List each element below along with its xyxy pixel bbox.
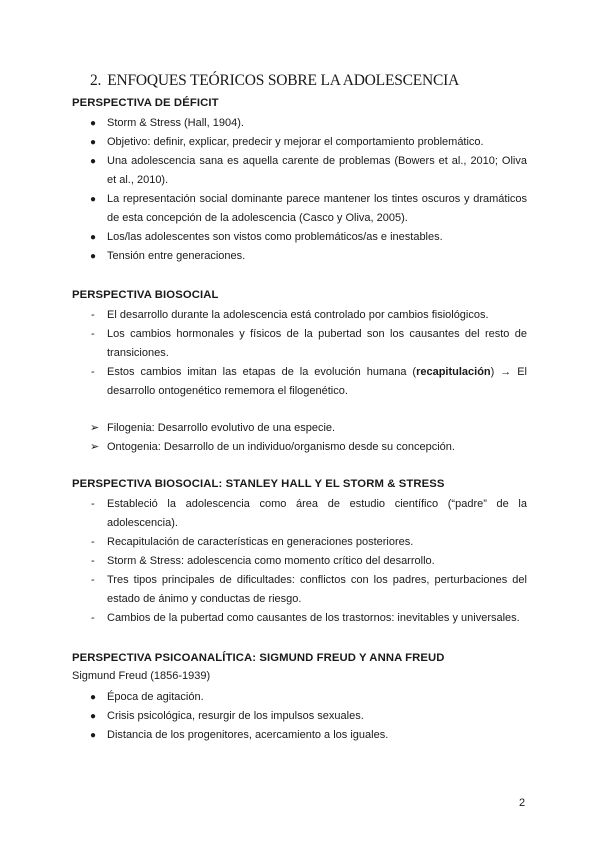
heading-hall: PERSPECTIVA BIOSOCIAL: STANLEY HALL Y EL STORM & STRESS (72, 478, 445, 490)
biosocial-list (0, 306, 600, 401)
list-item: - Storm & Stress: adolescencia como momento crítico del desarrollo. (0, 552, 527, 571)
list-item: ● La representación social dominante parece mantener los tintes oscuros y dramáticos de esta concepción de la adolescencia (Casco y Oliva, 2005). (0, 190, 527, 228)
list-item: ● Storm & Stress (Hall, 1904). (0, 114, 527, 133)
list-item: - Los cambios hormonales y físicos de la pubertad son los causantes del resto de transiciones. (0, 325, 527, 363)
list-item: - Cambios de la pubertad como causantes de los trastornos: inevitables y universales. (0, 609, 527, 628)
list-item: ➢ Filogenia: Desarrollo evolutivo de una especie. (0, 419, 527, 438)
bullet-icon: ● (90, 251, 97, 262)
list-item: ● Objetivo: definir, explicar, predecir y mejorar el comportamiento problemático. (0, 133, 527, 152)
bullet-icon: ● (90, 137, 97, 148)
bullet-icon: ● (90, 730, 97, 741)
list-item: ➢ Ontogenia: Desarrollo de un individuo/organismo desde su concepción. (0, 438, 527, 457)
arrowhead-icon: ➢ (90, 422, 100, 434)
freud-list (0, 688, 600, 745)
bullet-icon: ● (90, 118, 97, 129)
dash-marker: - (91, 574, 95, 586)
section-title (90, 72, 459, 90)
page-number: 2 (519, 797, 526, 809)
bullet-icon: ● (90, 692, 97, 703)
deficit-list (0, 114, 600, 266)
heading-deficit: PERSPECTIVA DE DÉFICIT (72, 97, 219, 109)
section-title-text: ENFOQUES TEÓRICOS SOBRE LA ADOLESCENCIA (107, 72, 460, 89)
list-item: ● Los/las adolescentes son vistos como problemáticos/as e inestables. (0, 228, 527, 247)
heading-biosocial: PERSPECTIVA BIOSOCIAL (72, 289, 219, 301)
list-item: - El desarrollo durante la adolescencia está controlado por cambios fisiológicos. (0, 306, 527, 325)
dash-marker: - (91, 555, 95, 567)
list-item: ● Tensión entre generaciones. (0, 247, 527, 266)
dash-marker: - (91, 328, 95, 340)
dash-marker: - (91, 366, 95, 378)
bullet-icon: ● (90, 194, 97, 205)
list-item: - Tres tipos principales de dificultades: conflictos con los padres, perturbaciones del estado de ánimo y conductas de riesgo. (0, 571, 527, 609)
list-item: ● Distancia de los progenitores, acercamiento a los iguales. (0, 726, 527, 745)
heading-freud: PERSPECTIVA PSICOANALÍTICA: SIGMUND FREUD Y ANNA FREUD (72, 652, 445, 664)
list-item: ● Época de agitación. (0, 688, 527, 707)
list-item: - Estableció la adolescencia como área de estudio científico (“padre” de la adolescencia). (0, 495, 527, 533)
dash-marker: - (91, 498, 95, 510)
bullet-icon: ● (90, 711, 97, 722)
list-item: - Recapitulación de características en generaciones posteriores. (0, 533, 527, 552)
list-item: ● Una adolescencia sana es aquella carente de problemas (Bowers et al., 2010; Oliva et al., 2010). (0, 152, 527, 190)
dash-marker: - (91, 612, 95, 624)
section-number: 2. (90, 72, 102, 89)
list-item: ● Crisis psicológica, resurgir de los impulsos sexuales. (0, 707, 527, 726)
subheading-sigmund-freud: Sigmund Freud (1856-1939) (72, 670, 211, 682)
hall-list (0, 495, 600, 628)
bullet-icon: ● (90, 232, 97, 243)
arrowhead-icon: ➢ (90, 441, 100, 453)
bullet-icon: ● (90, 156, 97, 167)
dash-marker: - (91, 309, 95, 321)
dash-marker: - (91, 536, 95, 548)
biosocial-arrow-list (0, 419, 600, 457)
list-item: - Estos cambios imitan las etapas de la evolución humana (recapitulación) → El desarrollo ontogenético rememora el filogenético. (0, 363, 527, 401)
